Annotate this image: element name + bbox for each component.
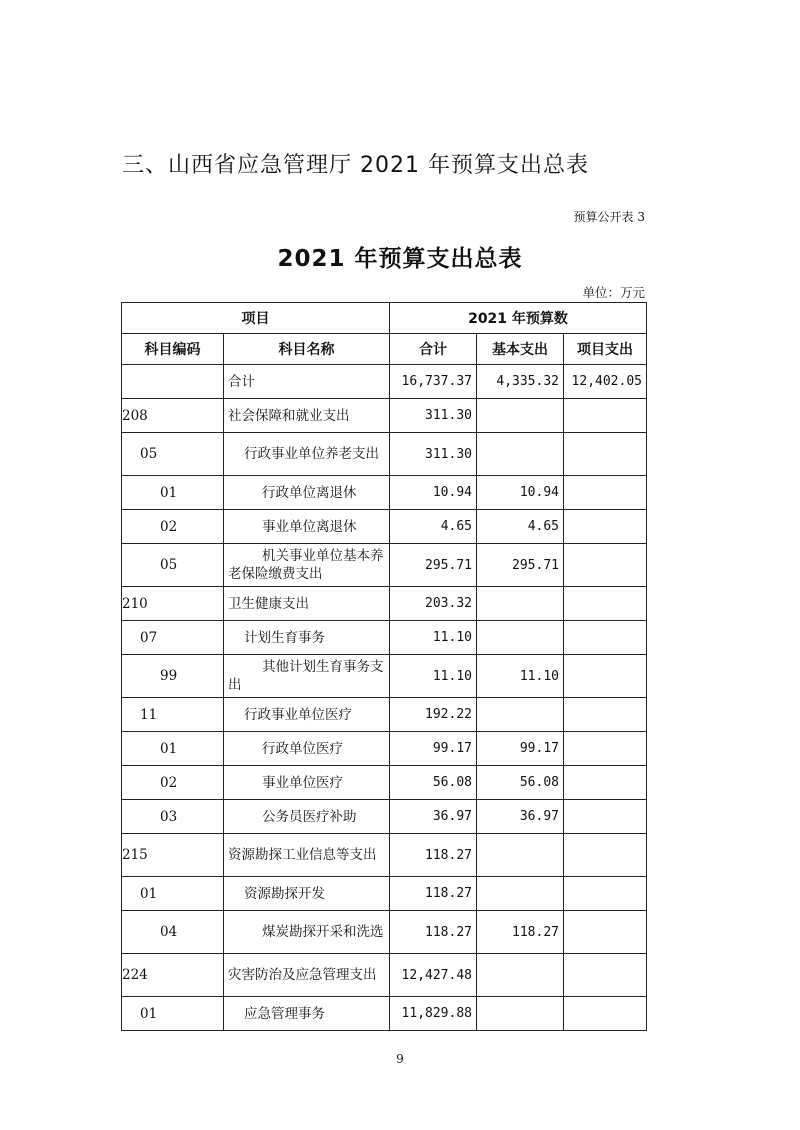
header-code: 科目编码 — [122, 334, 224, 365]
cell-code: 210 — [122, 587, 224, 621]
cell-name: 公务员医疗补助 — [224, 800, 390, 834]
table-row — [122, 766, 647, 800]
table-row — [122, 399, 647, 433]
table-title: 2021 年预算支出总表 — [277, 246, 523, 272]
cell-total: 118.27 — [390, 911, 477, 954]
cell-basic — [477, 621, 564, 655]
header-row-sub — [122, 334, 647, 365]
cell-name: 资源勘探工业信息等支出 — [224, 834, 390, 877]
cell-code: 99 — [122, 655, 224, 698]
cell-item — [564, 544, 647, 587]
cell-item — [564, 766, 647, 800]
cell-name: 行政单位离退休 — [224, 476, 390, 510]
cell-basic: 295.71 — [477, 544, 564, 587]
table-row — [122, 621, 647, 655]
cell-total: 56.08 — [390, 766, 477, 800]
cell-code: 04 — [122, 911, 224, 954]
table-row — [122, 655, 647, 698]
cell-name: 机关事业单位基本养老保险缴费支出 — [224, 544, 390, 587]
header-row-top — [122, 303, 647, 334]
budget-table — [121, 302, 647, 1031]
cell-name: 合计 — [224, 365, 390, 399]
header-project: 项目 — [122, 303, 390, 334]
cell-item — [564, 621, 647, 655]
header-basic: 基本支出 — [477, 334, 564, 365]
cell-item — [564, 510, 647, 544]
cell-basic: 56.08 — [477, 766, 564, 800]
cell-total: 10.94 — [390, 476, 477, 510]
cell-name: 行政事业单位医疗 — [224, 698, 390, 732]
cell-name: 事业单位离退休 — [224, 510, 390, 544]
table-row — [122, 732, 647, 766]
cell-item — [564, 997, 647, 1031]
cell-total: 12,427.48 — [390, 954, 477, 997]
cell-item: 12,402.05 — [564, 365, 647, 399]
cell-name: 应急管理事务 — [224, 997, 390, 1031]
cell-code: 03 — [122, 800, 224, 834]
cell-total: 118.27 — [390, 877, 477, 911]
table-number: 预算公开表 3 — [573, 210, 645, 224]
cell-name: 煤炭勘探开采和洗选 — [224, 911, 390, 954]
cell-total: 311.30 — [390, 433, 477, 476]
cell-total: 295.71 — [390, 544, 477, 587]
cell-item — [564, 655, 647, 698]
cell-name: 行政事业单位养老支出 — [224, 433, 390, 476]
table-row — [122, 365, 647, 399]
cell-basic — [477, 997, 564, 1031]
table-row — [122, 877, 647, 911]
cell-total: 192.22 — [390, 698, 477, 732]
table-row — [122, 954, 647, 997]
cell-item — [564, 877, 647, 911]
cell-basic: 10.94 — [477, 476, 564, 510]
cell-item — [564, 399, 647, 433]
cell-item — [564, 476, 647, 510]
cell-basic — [477, 698, 564, 732]
table-row — [122, 587, 647, 621]
cell-code: 02 — [122, 510, 224, 544]
section-heading: 三、山西省应急管理厅 2021 年预算支出总表 — [122, 153, 589, 178]
cell-total: 11,829.88 — [390, 997, 477, 1031]
cell-basic: 11.10 — [477, 655, 564, 698]
cell-basic — [477, 954, 564, 997]
cell-code: 215 — [122, 834, 224, 877]
cell-item — [564, 800, 647, 834]
cell-total: 11.10 — [390, 621, 477, 655]
cell-total: 311.30 — [390, 399, 477, 433]
cell-total: 99.17 — [390, 732, 477, 766]
unit-label: 单位：万元 — [582, 285, 645, 300]
cell-basic — [477, 834, 564, 877]
header-name: 科目名称 — [224, 334, 390, 365]
table-row — [122, 997, 647, 1031]
cell-item — [564, 433, 647, 476]
cell-code: 01 — [122, 476, 224, 510]
cell-basic — [477, 433, 564, 476]
table-row — [122, 800, 647, 834]
cell-total: 203.32 — [390, 587, 477, 621]
cell-name: 计划生育事务 — [224, 621, 390, 655]
table-row — [122, 544, 647, 587]
cell-item — [564, 587, 647, 621]
page-number: 9 — [396, 1052, 404, 1066]
cell-total: 118.27 — [390, 834, 477, 877]
cell-name: 卫生健康支出 — [224, 587, 390, 621]
budget-body — [122, 365, 647, 1031]
cell-code: 224 — [122, 954, 224, 997]
cell-code: 11 — [122, 698, 224, 732]
header-total: 合计 — [390, 334, 477, 365]
cell-code: 01 — [122, 997, 224, 1031]
cell-item — [564, 698, 647, 732]
cell-total: 36.97 — [390, 800, 477, 834]
cell-basic: 4.65 — [477, 510, 564, 544]
table-row — [122, 698, 647, 732]
table-row — [122, 510, 647, 544]
cell-basic — [477, 587, 564, 621]
cell-basic: 118.27 — [477, 911, 564, 954]
table-row — [122, 433, 647, 476]
cell-code: 01 — [122, 877, 224, 911]
header-budget: 2021 年预算数 — [390, 303, 647, 334]
table-row — [122, 476, 647, 510]
cell-basic: 99.17 — [477, 732, 564, 766]
cell-item — [564, 834, 647, 877]
cell-basic: 4,335.32 — [477, 365, 564, 399]
cell-item — [564, 732, 647, 766]
table-row — [122, 911, 647, 954]
cell-total: 16,737.37 — [390, 365, 477, 399]
cell-basic — [477, 399, 564, 433]
cell-name: 灾害防治及应急管理支出 — [224, 954, 390, 997]
cell-total: 4.65 — [390, 510, 477, 544]
cell-basic: 36.97 — [477, 800, 564, 834]
cell-name: 其他计划生育事务支出 — [224, 655, 390, 698]
cell-name: 事业单位医疗 — [224, 766, 390, 800]
cell-code: 07 — [122, 621, 224, 655]
table-row — [122, 834, 647, 877]
cell-basic — [477, 877, 564, 911]
cell-code: 01 — [122, 732, 224, 766]
cell-code: 05 — [122, 544, 224, 587]
cell-item — [564, 911, 647, 954]
cell-code — [122, 365, 224, 399]
cell-code: 208 — [122, 399, 224, 433]
cell-total: 11.10 — [390, 655, 477, 698]
cell-item — [564, 954, 647, 997]
cell-name: 社会保障和就业支出 — [224, 399, 390, 433]
cell-code: 05 — [122, 433, 224, 476]
cell-name: 行政单位医疗 — [224, 732, 390, 766]
header-item: 项目支出 — [564, 334, 647, 365]
cell-code: 02 — [122, 766, 224, 800]
cell-name: 资源勘探开发 — [224, 877, 390, 911]
